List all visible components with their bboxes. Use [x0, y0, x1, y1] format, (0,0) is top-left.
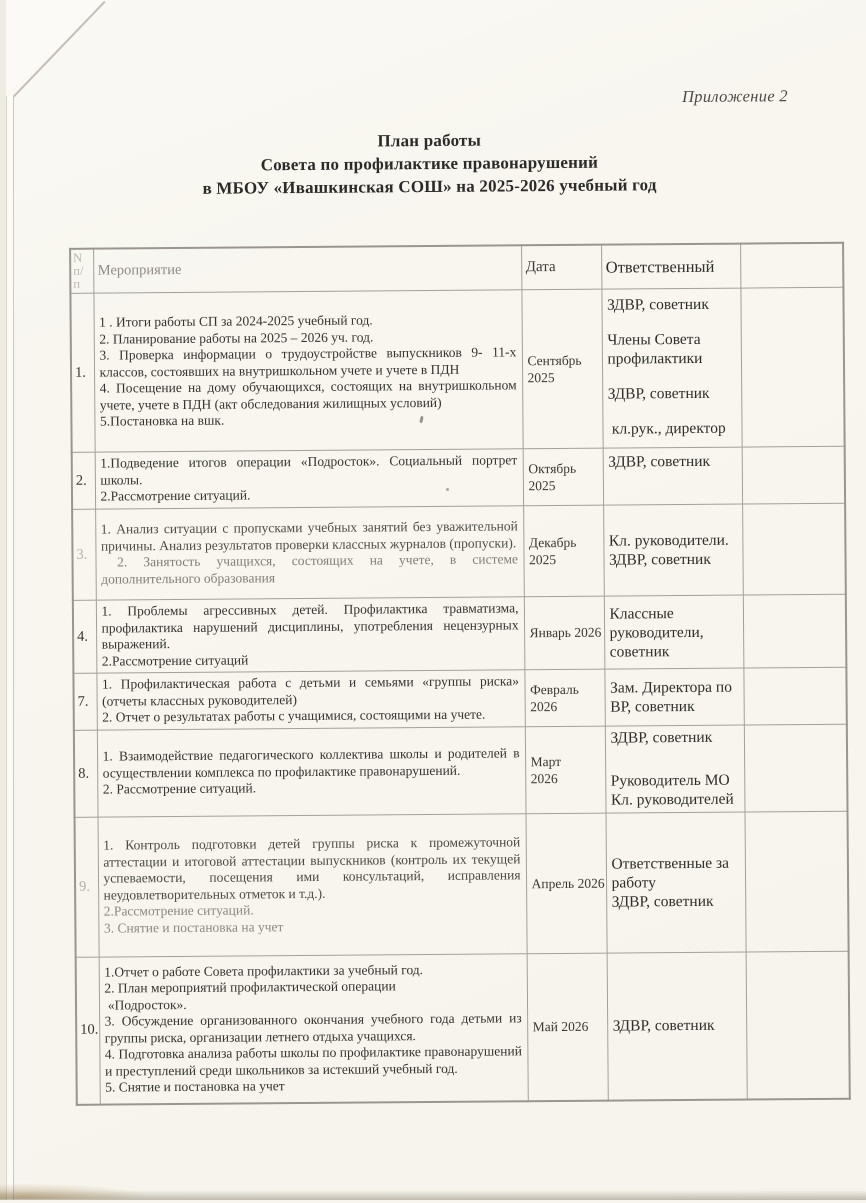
act-line: 1. Проблемы агрессивных детей. Профилактика травматизма, профилактика нарушений дисциплины, употребления нецензурных выражений.	[101, 600, 519, 652]
header-extra	[740, 243, 843, 288]
responsible-cell	[601, 288, 741, 448]
table-row	[72, 503, 846, 600]
resp-para: Зам. Директора по ВР, советник	[609, 678, 733, 716]
date-line: Сентябрь	[527, 352, 582, 368]
resp-para: кл.рук., директор	[607, 419, 726, 438]
date-line: Март	[530, 753, 562, 769]
act-line: 4. Подготовка анализа работы школы по профилактике правонарушений и преступлений среди школьников за истекший учебный год.	[104, 1043, 522, 1079]
activity-cell	[96, 597, 525, 673]
resp-para: ЗДВР, советник	[606, 295, 709, 314]
row-number-cell: 9.	[75, 817, 99, 957]
activity-cell	[95, 506, 524, 600]
act-line: 1.Отчет о работе Совета профилактики за учебный год.	[104, 961, 424, 980]
act-line: 2. Занятость учащихся, состоящих на учете, в системе дополнительного образования	[100, 551, 519, 587]
header-activity: Мероприятие	[93, 245, 521, 293]
activity-cell	[93, 290, 522, 452]
table-row	[72, 446, 845, 509]
date-line: 2025	[528, 478, 556, 494]
act-line: 1. Взаимодействие педагогического коллектива школы и родителей в осуществлении комплекса по профилактике правонарушений.	[102, 745, 520, 781]
act-line: 5. Снятие и постановка на учет	[105, 1078, 285, 1095]
row-number-cell: 10.	[76, 957, 100, 1104]
act-line: 2.Рассмотрение ситуаций	[101, 651, 249, 669]
row-number-cell: 1.	[70, 293, 94, 452]
resp-para: ЗДВР, советник	[607, 384, 710, 403]
date-cell	[527, 953, 608, 1101]
activity-cell	[97, 727, 526, 817]
date-line: 2025	[528, 552, 557, 568]
row-number-cell: 8.	[74, 730, 98, 817]
date-line: Декабрь	[528, 534, 577, 550]
responsible-cell	[604, 668, 743, 726]
date-cell	[524, 669, 604, 727]
act-line: 2.Рассмотрение ситуаций.	[100, 487, 251, 504]
extra-cell	[740, 287, 844, 447]
act-line: 5.Постановка на вшк.	[99, 412, 225, 429]
appendix-label: Приложение 2	[681, 86, 788, 107]
row-number-cell: 4.	[73, 600, 97, 673]
extra-cell	[746, 951, 850, 1099]
act-line: 1. Профилактическая работа с детьми и семьями «группы риска» (отчеты классных руководителей)	[101, 673, 520, 709]
table-row	[70, 287, 844, 452]
activity-cell	[96, 670, 524, 730]
table-row	[76, 951, 850, 1104]
extra-cell	[742, 446, 845, 504]
extra-cell	[743, 667, 846, 725]
date-cell	[521, 289, 602, 449]
act-line: 1.Подведение итогов операции «Подросток». Социальный портрет школы.	[100, 452, 518, 488]
act-line: 2. План мероприятий профилактической операции	[104, 978, 396, 996]
date-line: Май 2026	[532, 1018, 589, 1035]
header-num-line2: п/п	[73, 263, 84, 291]
resp-para: ЗДВР, советник	[611, 892, 714, 911]
resp-para: Кл. руководители.	[608, 531, 729, 550]
table-row	[73, 667, 846, 730]
date-line: 2026	[530, 771, 558, 787]
header-num	[70, 249, 93, 294]
plan-table-body	[70, 287, 849, 1104]
date-line: 2026	[530, 699, 558, 715]
date-line: Февраль	[529, 681, 579, 697]
activity-cell	[95, 449, 523, 509]
resp-para: ЗДВР, советник	[612, 1017, 715, 1035]
extra-cell	[744, 724, 848, 812]
act-line: 1. Анализ ситуации с пропусками учебных занятий без уважительной причины. Анализ результатов проверки классных журналов (пропуски).	[100, 518, 518, 554]
act-line: 1 . Итоги работы СП за 2024-2025 учебный год.	[99, 312, 373, 330]
activity-cell	[98, 814, 527, 957]
resp-para: ЗДВР, советник	[610, 728, 713, 747]
date-line: Апрель 2026	[531, 875, 605, 891]
table-row	[74, 724, 848, 817]
date-cell	[526, 813, 607, 954]
table-row	[75, 811, 849, 957]
title-line-1: План работы	[377, 130, 482, 151]
date-line: Январь 2026	[529, 624, 602, 641]
resp-para: Руководитель МО Кл. руководителей	[610, 771, 734, 809]
extra-cell	[743, 594, 847, 668]
header-date: Дата	[521, 245, 601, 290]
resp-para: Классные руководители, советник	[609, 604, 704, 661]
act-line: 2. Рассмотрение ситуаций.	[102, 780, 257, 797]
extra-cell	[742, 503, 846, 595]
header-num-line1: N	[73, 250, 83, 265]
title-line-3: в МБОУ «Ивашкинская СОШ» на 2025-2026 учебный год	[202, 175, 657, 198]
document-title	[0, 126, 863, 202]
table-header-row	[70, 243, 843, 294]
date-line: Октябрь	[528, 460, 577, 476]
row-number-cell: 3.	[72, 509, 96, 600]
responsible-cell	[604, 595, 744, 669]
activity-cell	[99, 954, 528, 1104]
resp-para: ЗДВР, советник	[608, 550, 711, 569]
row-number-cell: 7.	[73, 673, 96, 730]
date-cell	[523, 448, 603, 506]
act-line: 2. Планирование работы на 2025 – 2026 уч. год.	[99, 329, 374, 347]
date-cell	[525, 726, 606, 814]
date-cell	[524, 596, 605, 670]
act-line: 3. Обсуждение организованного окончания учебного года детьми из группы риска, организации летнего отдыха учащихся.	[104, 1010, 522, 1046]
table-row	[73, 594, 847, 673]
responsible-cell	[603, 447, 742, 505]
responsible-cell	[606, 812, 746, 953]
act-line: 3. Проверка информации о трудоустройстве выпускников 9- 11-х классов, состоявших на внутришкольном учете и учете в ПДН	[99, 344, 517, 380]
header-responsible: Ответственный	[601, 244, 740, 290]
extra-cell	[745, 811, 849, 952]
act-line: 1. Контроль подготовки детей группы риска к промежуточной аттестации и итоговой аттестации выпускников (контроль их текущей успеваемости, посещения ими консультаций, исправления неудовлетворительных отметок и т.д.).	[103, 834, 521, 903]
responsible-cell	[603, 504, 743, 596]
act-line: 2.Рассмотрение ситуаций.	[103, 902, 254, 919]
resp-para: ЗДВР, советник	[608, 452, 711, 471]
work-plan-table	[69, 242, 851, 1106]
date-cell	[523, 505, 604, 597]
responsible-cell	[607, 952, 747, 1100]
title-line-2: Совета по профилактике правонарушений	[260, 152, 599, 175]
act-line: 4. Посещение на дому обучающихся, состоящих на внутришкольном учете, учете в ПДН (акт обследования жилищных условий)	[99, 377, 517, 413]
responsible-cell	[605, 725, 745, 813]
act-line: «Подросток».	[104, 996, 187, 1013]
resp-para: Члены Совета профилактики	[607, 330, 703, 368]
row-number-cell: 2.	[72, 452, 95, 509]
act-line: 2. Отчет о результатах работы с учащимися, состоящими на учете.	[102, 706, 486, 725]
date-line: 2025	[527, 370, 555, 386]
resp-para: Ответственные за работу	[611, 854, 730, 892]
act-line: 3. Снятие и постановка на учет	[103, 918, 284, 936]
